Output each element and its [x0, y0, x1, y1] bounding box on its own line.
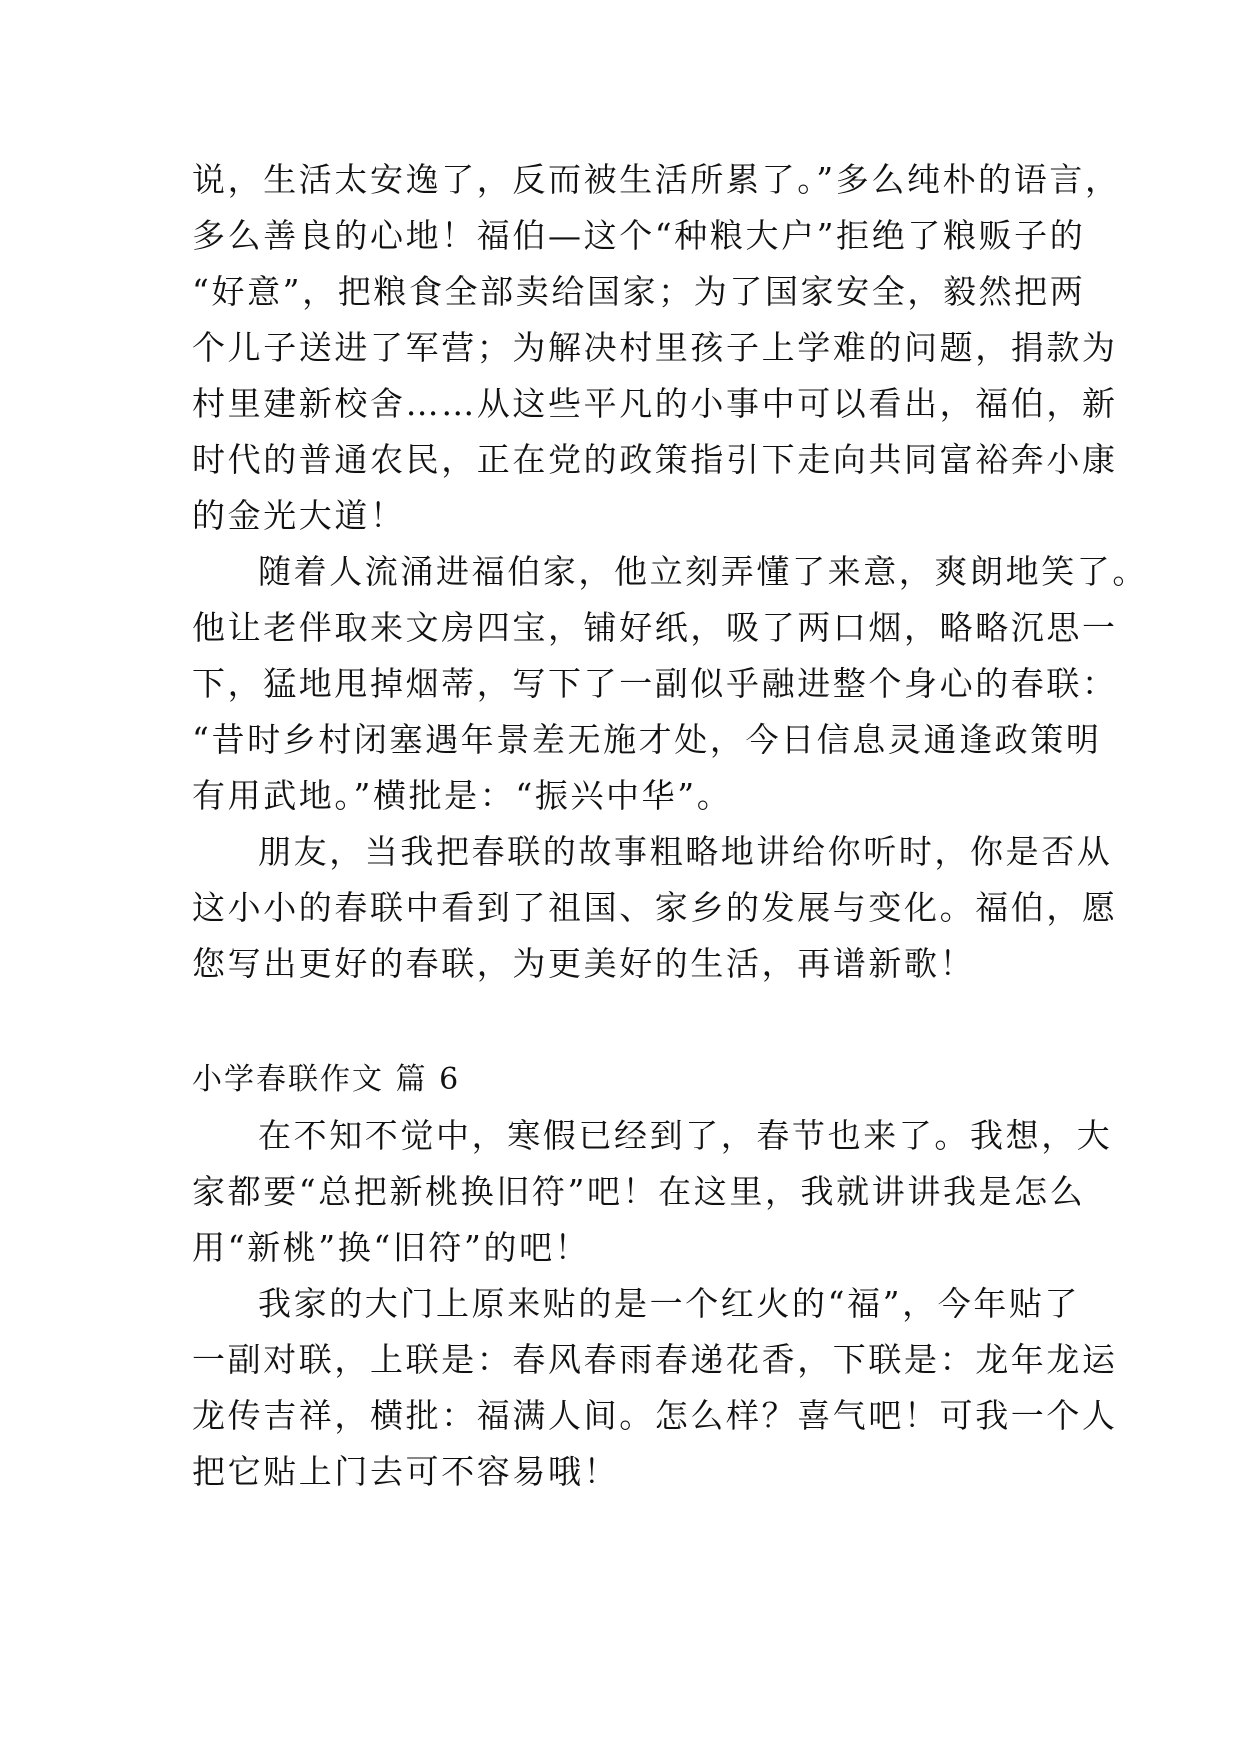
- text-line: “好意”，把粮食全部卖给国家；为了国家安全，毅然把两: [192, 272, 1086, 311]
- text-line: 把它贴上门去可不容易哦！: [192, 1452, 620, 1491]
- text-line: 下，猛地甩掉烟蒂，写下了一副似乎融进整个身心的春联：: [192, 664, 1118, 703]
- text-line: 他让老伴取来文房四宝，铺好纸，吸了两口烟，略略沉思一: [192, 608, 1118, 647]
- text-line: 的金光大道！: [192, 496, 406, 535]
- text-line: 龙传吉祥，横批：福满人间。怎么样？喜气吧！可我一个人: [192, 1396, 1118, 1435]
- text-line: 时代的普通农民，正在党的政策指引下走向共同富裕奔小康: [192, 440, 1118, 479]
- text-line: 一副对联，上联是：春风春雨春递花香，下联是：龙年龙运: [192, 1340, 1118, 1379]
- text-line: “昔时乡村闭塞遇年景差无施才处，今日信息灵通逢政策明: [192, 720, 1102, 759]
- text-line: 您写出更好的春联，为更美好的生活，再谱新歌！: [192, 944, 976, 983]
- text-line: 个儿子送进了军营；为解决村里孩子上学难的问题，捐款为: [192, 328, 1118, 367]
- text-line: 有用武地。”横批是：“振兴中华”。: [192, 776, 733, 815]
- text-line: 朋友，当我把春联的故事粗略地讲给你听时，你是否从: [258, 832, 1113, 871]
- text-line: 在不知不觉中，寒假已经到了，春节也来了。我想，大: [258, 1116, 1113, 1155]
- text-line: 家都要“总把新桃换旧符”吧！在这里，我就讲讲我是怎么: [192, 1172, 1086, 1211]
- section-title: 小学春联作文 篇 6: [192, 1062, 461, 1097]
- text-line: 用“新桃”换“旧符”的吧！: [192, 1228, 591, 1267]
- text-line: 村里建新校舍……从这些平凡的小事中可以看出，福伯，新: [192, 384, 1118, 423]
- text-line: 说，生活太安逸了，反而被生活所累了。”多么纯朴的语言，: [192, 160, 1121, 199]
- text-line: 多么善良的心地！福伯—这个“种粮大户”拒绝了粮贩子的: [192, 216, 1086, 255]
- text-line: 随着人流涌进福伯家，他立刻弄懂了来意，爽朗地笑了。: [258, 552, 1148, 591]
- text-line: 我家的大门上原来贴的是一个红火的“福”，今年贴了: [258, 1284, 1081, 1323]
- text-line: 这小小的春联中看到了祖国、家乡的发展与变化。福伯，愿: [192, 888, 1118, 927]
